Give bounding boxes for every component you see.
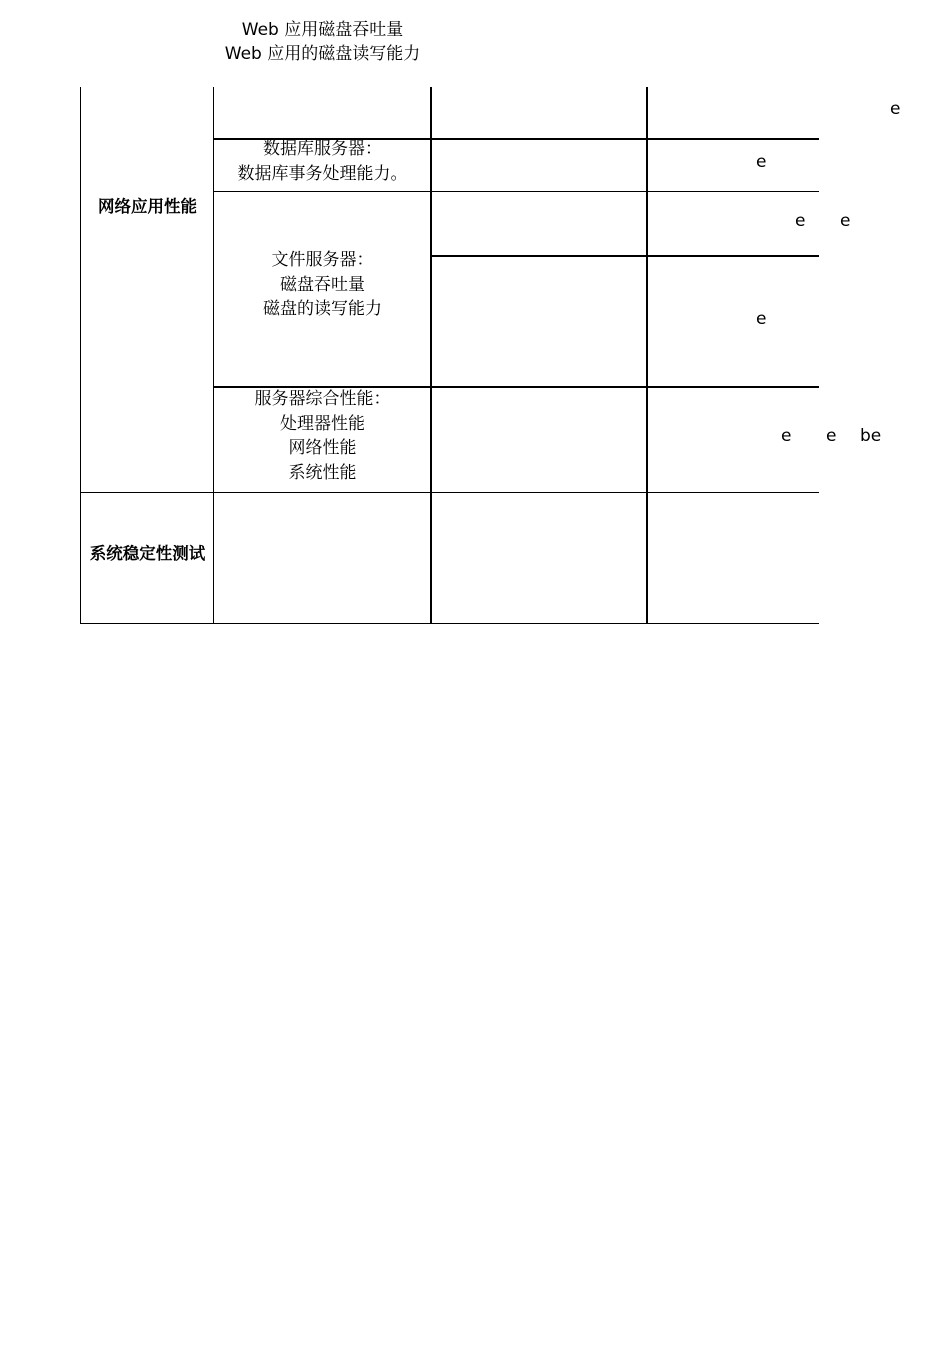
stray-char: be [860, 426, 882, 446]
header-text [214, 18, 431, 66]
stray-char: e [781, 426, 792, 446]
item-server-overall-line-3: 网络性能 [288, 438, 357, 458]
grid-line-h6 [81, 623, 819, 624]
item-file-server-line-1: 文件服务器： [271, 250, 374, 270]
header-line-2: Web 应用的磁盘读写能力 [224, 44, 421, 64]
grid-line-h5 [81, 492, 819, 493]
stray-char: e [756, 309, 767, 329]
stray-char: e [795, 211, 806, 231]
item-database-line-1: 数据库服务器： [263, 139, 382, 159]
item-database [214, 137, 431, 186]
stray-char: e [840, 211, 851, 231]
header-line-1: Web 应用磁盘吞吐量 [241, 20, 404, 40]
item-file-server-line-2: 磁盘吞吐量 [280, 274, 365, 295]
item-server-overall [214, 387, 431, 485]
item-server-overall-line-4: 系统性能 [288, 462, 357, 483]
grid-line-h2 [214, 191, 819, 192]
category-stability: 系统稳定性测试 [89, 544, 206, 563]
item-server-overall-line-2: 处理器性能 [280, 413, 365, 434]
item-database-line-2: 数据库事务处理能力。 [237, 163, 408, 184]
category-network-app: 网络应用性能 [98, 197, 197, 216]
item-server-overall-line-1: 服务器综合性能： [254, 389, 391, 409]
item-file-server-line-3: 磁盘的读写能力 [263, 299, 382, 319]
stray-char: e [826, 426, 837, 446]
stray-char: e [890, 99, 901, 119]
item-file-server [214, 248, 431, 322]
grid-line-h3 [431, 255, 819, 257]
grid-line-v4 [646, 87, 648, 624]
stray-char: e [756, 152, 767, 172]
